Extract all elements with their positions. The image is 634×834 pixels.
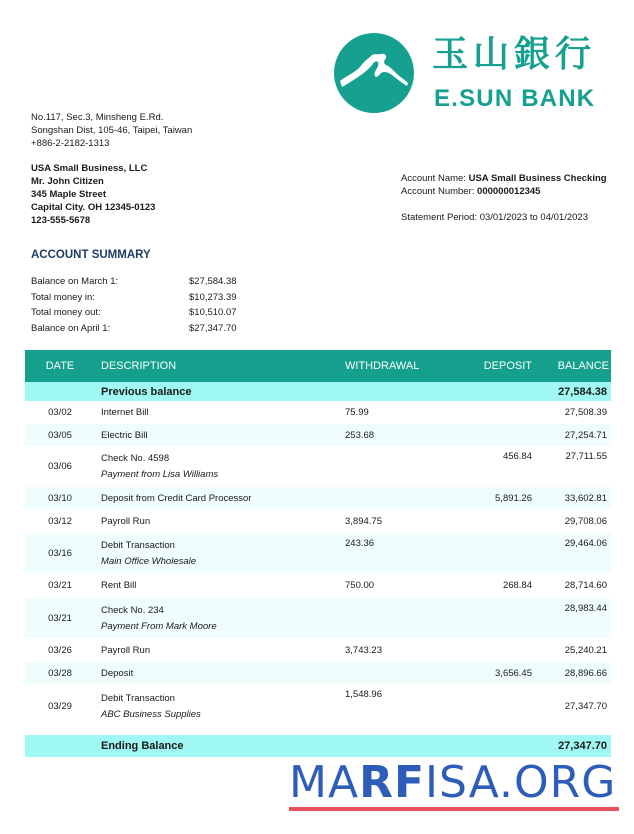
account-info [401,172,607,224]
row-withdrawal: 253.68 [345,429,375,441]
row-description-cell [95,605,345,632]
account-number-value: 000000012345 [477,186,541,197]
row-withdrawal [345,446,445,451]
row-balance: 28,983.44 [564,603,607,614]
transactions-table [25,350,611,757]
watermark-part: MA [289,757,360,808]
row-deposit [445,684,535,689]
summary-value: $10,510.07 [189,307,237,318]
summary-label: Balance on April 1: [31,322,111,334]
row-description: Electric Bill [101,429,148,441]
row-date: 03/12 [48,515,72,527]
bank-address-line2: Songshan Dist, 105-46, Taipei, Taiwan [31,125,193,136]
row-balance: 28,896.66 [564,667,607,679]
summary-row [31,321,239,337]
bank-name-english: E.SUN BANK [434,85,596,112]
row-date: 03/21 [48,612,72,624]
summary-row [31,274,239,290]
table-row [25,638,611,662]
row-deposit: 3,656.45 [495,667,532,679]
account-name [401,172,607,185]
bank-phone: +886-2-2182-1313 [31,138,110,149]
statement-period [401,211,607,224]
row-sub-description: ABC Business Supplies [101,709,201,720]
row-description: Debit Transaction [101,693,175,704]
summary-label: Total money out: [31,307,101,318]
row-description: Check No. 4598 [101,453,170,464]
row-description: Deposit from Credit Card Processor [101,492,252,504]
previous-balance-value: 27,584.38 [558,385,607,398]
account-number-label: Account Number: [401,186,478,197]
table-header [25,350,611,382]
row-description: Payroll Run [101,515,151,527]
summary-value: $27,584.38 [189,276,237,287]
row-deposit [445,598,535,603]
row-description: Rent Bill [101,580,137,591]
row-sub-description: Payment From Mark Moore [101,620,217,632]
row-balance: 29,708.06 [564,515,607,527]
account-name-value: USA Small Business Checking [468,173,607,184]
row-deposit: 268.84 [502,580,532,591]
row-description: Check No. 234 [101,604,164,616]
ending-balance-label: Ending Balance [101,740,184,752]
row-date: 03/26 [48,644,72,656]
row-date: 03/10 [48,492,72,504]
table-row [25,573,611,598]
account-name-label: Account Name: [401,173,469,184]
account-number [401,185,607,198]
row-description: Payroll Run [101,644,151,656]
summary-value: $10,273.39 [189,291,237,303]
customer-company: USA Small Business, LLC [31,163,148,174]
row-description-cell [95,693,345,720]
row-sub-description: Payment from Lisa Williams [101,469,219,480]
table-row [25,533,611,573]
header-balance: BALANCE [557,360,609,372]
customer-phone: 123-555-5678 [31,215,91,226]
row-balance: 27,508.39 [564,407,607,418]
row-sub-description: Main Office Wholesale [101,555,197,567]
row-withdrawal: 243.36 [345,538,375,549]
summary-value: $27,347.70 [189,322,237,334]
row-description: Internet Bill [101,407,149,418]
ending-balance-row [25,735,611,757]
row-withdrawal: 3,894.75 [345,515,382,527]
table-row [25,487,611,509]
row-balance: 28,714.60 [564,580,607,591]
row-withdrawal [345,598,445,603]
mountain-icon [334,33,414,113]
row-date: 03/02 [48,407,72,418]
row-deposit: 456.84 [502,451,532,462]
statement-period-label: Statement Period: [401,212,480,223]
watermark-part-bold: RF [359,757,425,808]
row-balance: 33,602.81 [564,492,607,504]
row-description-cell [95,453,345,480]
header-date: DATE [45,360,75,372]
row-description-cell [95,540,345,567]
row-balance: 27,711.55 [565,451,607,462]
header-withdrawal: WITHDRAWAL [345,360,420,372]
row-balance: 25,240.21 [564,644,607,656]
watermark-part: ISA.ORG [425,757,617,808]
row-balance: 27,347.70 [564,701,607,712]
row-description: Debit Transaction [101,539,175,551]
row-date: 03/06 [48,461,72,472]
bank-logo [334,33,614,115]
previous-balance-row [25,382,611,401]
table-row [25,401,611,424]
header-deposit: DEPOSIT [483,360,532,372]
previous-balance-label: Previous balance [101,385,192,398]
row-deposit: 5,891.26 [495,492,532,504]
bank-name-chinese: 玉山銀行 [432,34,597,75]
row-date: 03/05 [48,429,72,441]
account-summary-title: ACCOUNT SUMMARY [31,249,151,261]
table-row [25,662,611,684]
customer-street: 345 Maple Street [31,189,106,200]
customer-name: Mr. John Citizen [31,176,104,187]
row-date: 03/16 [48,547,72,559]
bank-address [31,111,192,150]
table-row [25,598,611,638]
row-balance: 29,464.06 [564,538,607,549]
summary-label: Balance on March 1: [31,276,119,287]
row-deposit [445,533,535,538]
bank-address-line1: No.117, Sec.3, Minsheng E.Rd. [31,112,164,123]
row-description: Deposit [101,667,134,679]
watermark-text [289,757,623,808]
customer-city: Capital City. OH 12345-0123 [31,202,156,213]
table-row [25,424,611,446]
ending-balance-value: 27,347.70 [558,740,607,752]
row-withdrawal: 1,548.96 [345,689,382,700]
row-withdrawal: 750.00 [345,580,375,591]
summary-row [31,305,239,321]
row-balance: 27,254.71 [564,429,607,441]
watermark [289,757,623,811]
header-description: DESCRIPTION [101,360,177,372]
row-withdrawal: 3,743.23 [345,644,382,656]
table-row [25,509,611,533]
table-row [25,446,611,487]
summary-label: Total money in: [31,291,95,303]
statement-period-value: 03/01/2023 to 04/01/2023 [479,212,588,223]
row-date: 03/21 [48,580,72,591]
table-row [25,684,611,729]
row-date: 03/28 [48,667,72,679]
row-date: 03/29 [48,701,72,712]
account-summary [31,274,239,336]
row-withdrawal: 75.99 [345,407,369,418]
customer-address [31,162,155,227]
summary-row [31,290,239,306]
